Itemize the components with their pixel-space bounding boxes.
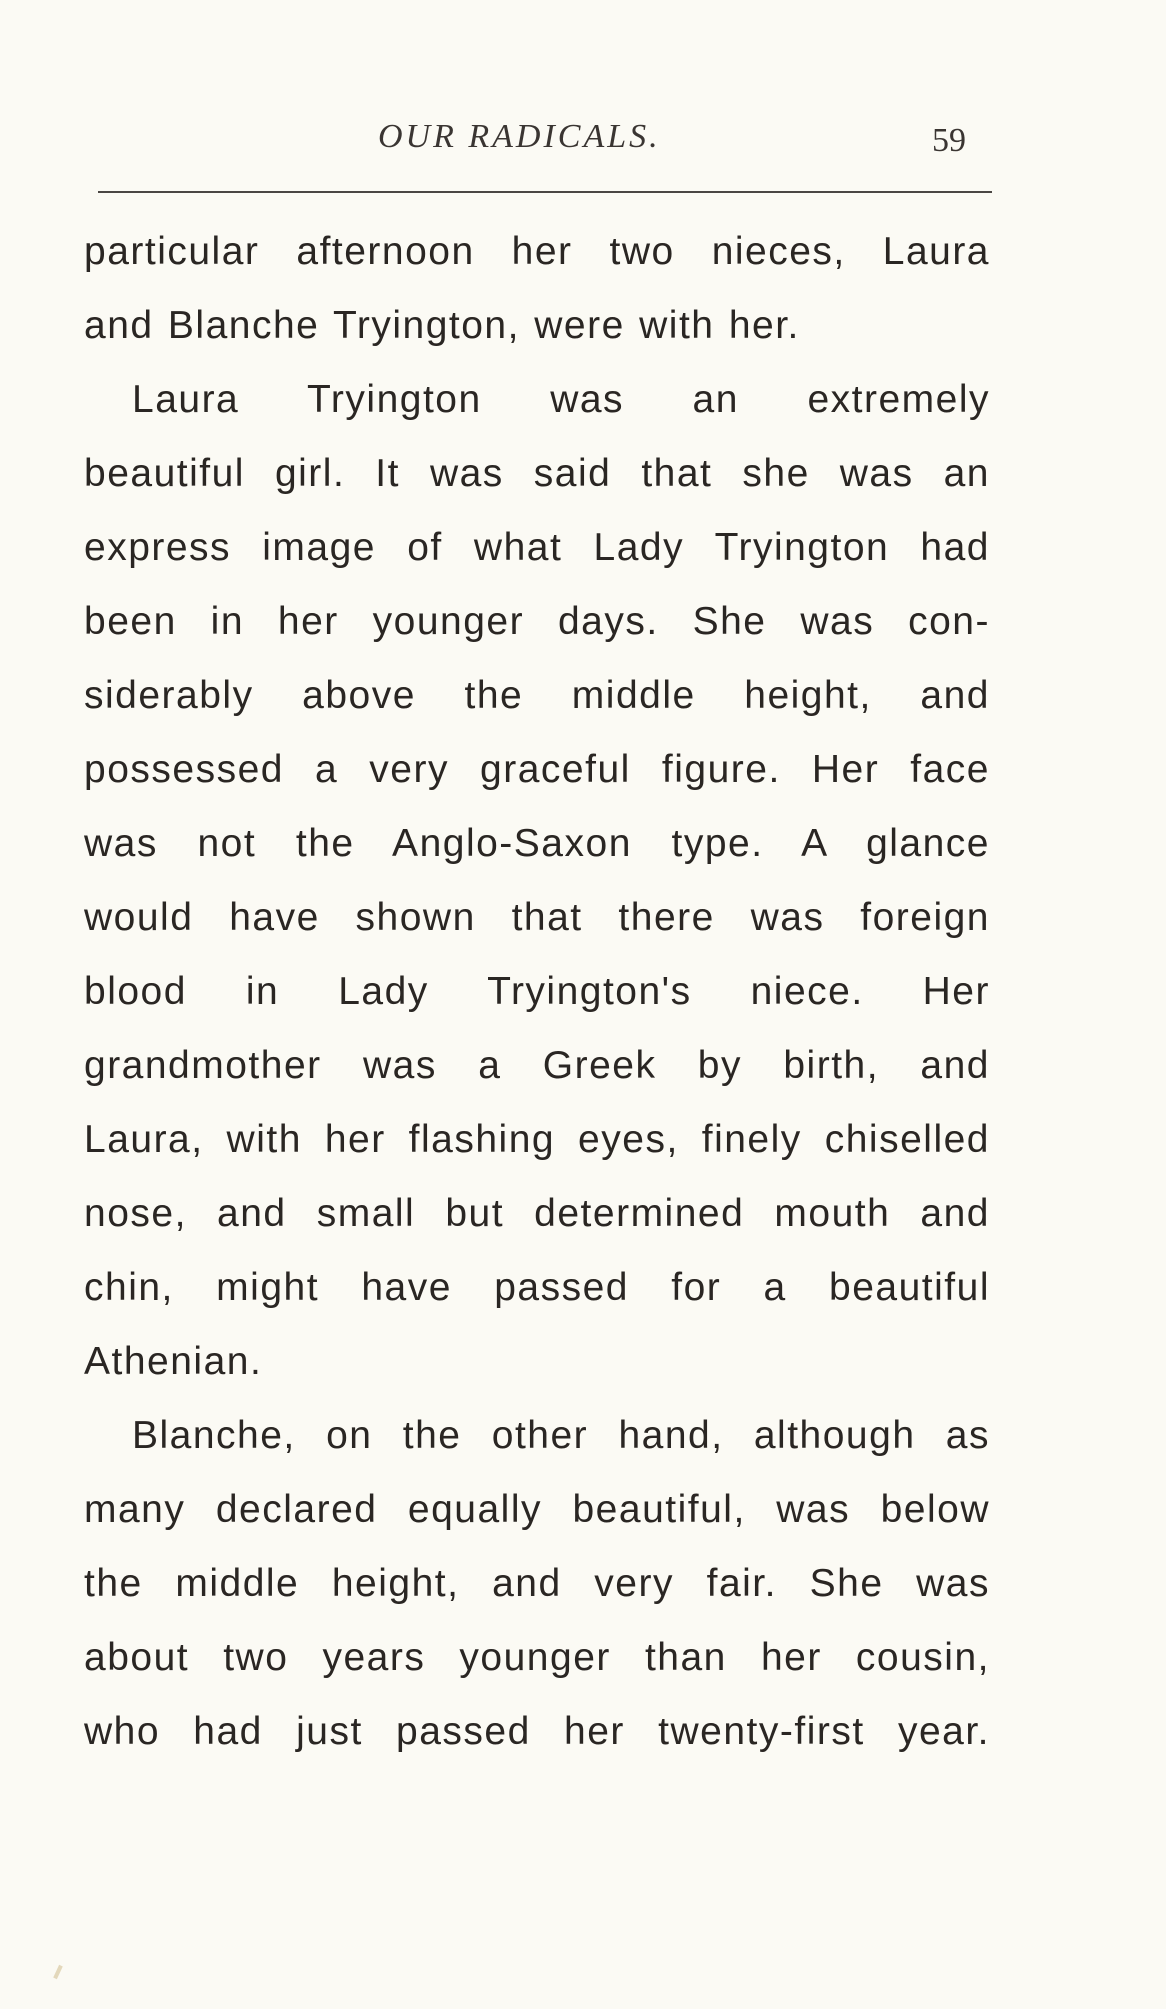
paper-speck: [53, 1965, 63, 1979]
text-line: many declared equally beautiful, was below: [84, 1488, 990, 1531]
text-line: about two years younger than her cousin,: [84, 1636, 990, 1679]
text-line: Athenian.: [84, 1340, 263, 1383]
text-line: who had just passed her twenty-first year.: [84, 1710, 990, 1753]
text-line: grandmother was a Greek by birth, and: [84, 1044, 990, 1087]
text-line: nose, and small but determined mouth and: [84, 1192, 990, 1235]
text-line: Laura Tryington was an extremely: [132, 378, 990, 421]
text-line: been in her younger days. She was con-: [84, 600, 990, 643]
header-rule: [98, 191, 992, 193]
text-line: was not the Anglo-Saxon type. A glance: [84, 822, 990, 865]
text-line: and Blanche Tryington, were with her.: [84, 304, 800, 347]
text-line: Blanche, on the other hand, although as: [132, 1414, 990, 1457]
text-line: particular afternoon her two nieces, Laura: [84, 230, 990, 273]
text-line: blood in Lady Tryington's niece. Her: [84, 970, 990, 1013]
text-line: possessed a very graceful figure. Her face: [84, 748, 990, 791]
text-line: beautiful girl. It was said that she was an: [84, 452, 990, 495]
text-line: siderably above the middle height, and: [84, 674, 990, 717]
text-line: express image of what Lady Tryington had: [84, 526, 990, 569]
page-number: 59: [932, 122, 966, 159]
text-line: the middle height, and very fair. She was: [84, 1562, 990, 1605]
text-line: chin, might have passed for a beautiful: [84, 1266, 990, 1309]
text-line: Laura, with her flashing eyes, finely chiselled: [84, 1118, 990, 1161]
text-line: would have shown that there was foreign: [84, 896, 990, 939]
running-head: OUR RADICALS.: [378, 118, 661, 155]
